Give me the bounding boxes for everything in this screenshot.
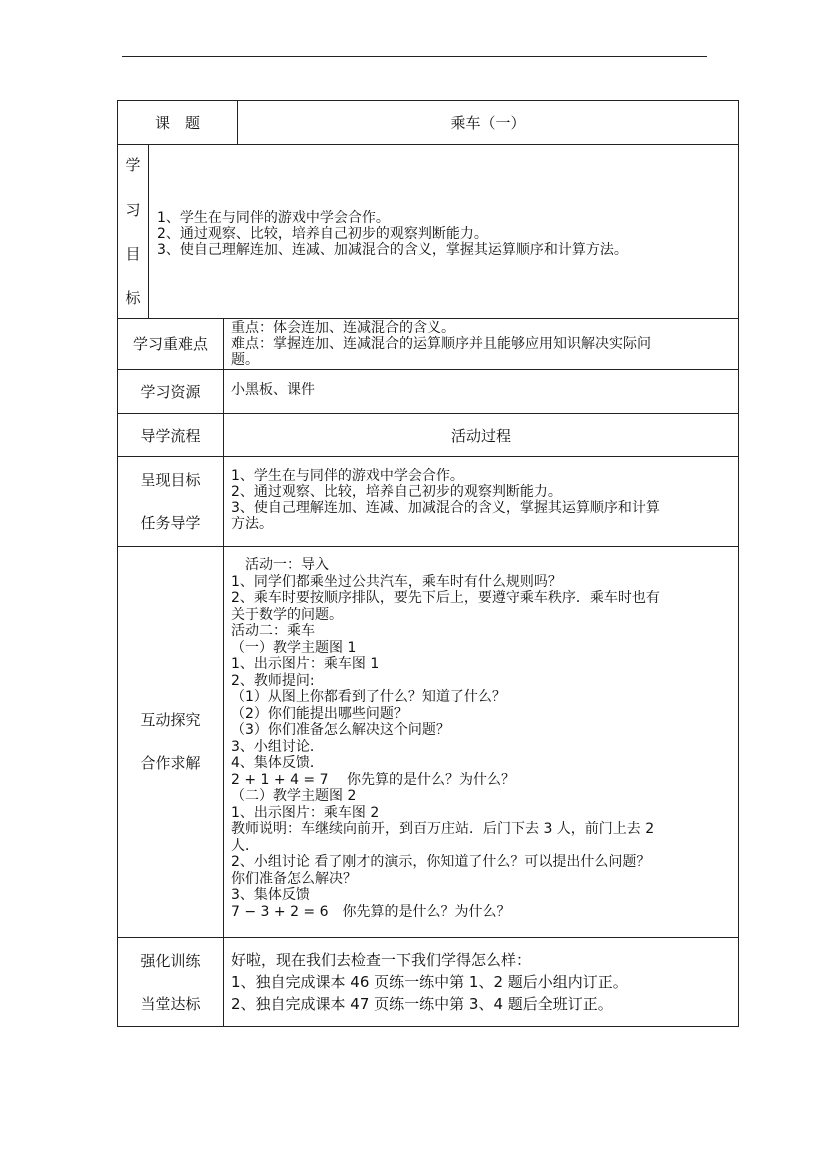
activity-line: 2、小组讨论 看了刚才的演示，你知道了什么？可以提出什么问题？ (231, 854, 651, 870)
objective-item: 1、学生在与同伴的游戏中学会合作。 (157, 210, 390, 226)
activity-line: 3、集体反馈 (231, 887, 310, 903)
key-point-line: 难点：掌握连加、连减混合的运算顺序并且能够应用知识解决实际问 (231, 336, 651, 352)
activity-line: 2、教师提问: (231, 672, 315, 689)
activity-line: （2）你们能提出哪些问题？ (231, 705, 408, 722)
practice-line: 1、独自完成课本 46 页练一练中第 1、2 题后小组内订正。 (231, 973, 628, 991)
activity-line: 2 + 1 + 4 = 7 你先算的是什么？为什么？ (231, 771, 515, 788)
key-points-label: 学习重难点 (132, 335, 208, 353)
row-divider (117, 546, 739, 547)
resources-value: 小黑板、课件 (231, 382, 315, 398)
activity-line: 1、同学们都乘坐过公共汽车，乘车时有什么规则吗？ (231, 573, 562, 590)
practice-label: 强化训练 (140, 952, 201, 970)
key-point-line: 题。 (231, 352, 259, 368)
process-label: 导学流程 (140, 427, 201, 445)
practice-line: 2、独自完成课本 47 页练一练中第 3、4 题后全班订正。 (231, 995, 613, 1013)
row-divider (117, 937, 739, 938)
present-goal-line: 3、使自己理解连加、连减、加减混合的含义，掌握其运算顺序和计算 (231, 500, 660, 516)
activity-line: （一）教学主题图 1 (231, 639, 357, 656)
activity-line: 关于数学的问题。 (231, 606, 343, 623)
activity-line: 活动一：导入 (231, 557, 329, 573)
cooperate-label: 合作求解 (140, 754, 201, 772)
activity-line: 你们准备怎么解决？ (231, 870, 357, 887)
row-divider (117, 318, 739, 319)
objectives-label-char: 习 (125, 201, 141, 219)
lesson-title: 乘车（一） (450, 114, 526, 132)
row-divider (117, 144, 739, 145)
activity-line: 活动二：乘车 (231, 623, 315, 639)
activity-line: 7 − 3 + 2 = 6 你先算的是什么？为什么？ (231, 903, 511, 920)
present-goal-line: 方法。 (231, 516, 273, 532)
interactive-label: 互动探究 (140, 711, 201, 729)
activity-line: 3、小组讨论． (231, 738, 324, 755)
row-divider (117, 456, 739, 457)
activity-line: 4、集体反馈． (231, 755, 324, 771)
objectives-label-char: 目 (125, 245, 141, 263)
present-goals-label: 呈现目标 (140, 471, 201, 489)
resources-label: 学习资源 (140, 383, 201, 401)
col-divider (148, 144, 149, 318)
activity-line: 教师说明：车继续向前开，到百万庄站．后门下去 3 人，前门上去 2 (231, 821, 655, 837)
mastery-label: 当堂达标 (140, 995, 201, 1013)
activity-line: （1）从图上你都看到了什么？知道了什么？ (231, 689, 506, 705)
activity-line: 1、出示图片：乘车图 2 (231, 804, 380, 821)
practice-line: 好啦，现在我们去检查一下我们学得怎么样： (231, 951, 532, 969)
key-point-line: 重点：体会连加、连减混合的含义。 (231, 320, 455, 336)
process-heading: 活动过程 (450, 427, 511, 445)
activity-line: 人． (231, 837, 259, 854)
activity-line: （二）教学主题图 2 (231, 788, 357, 804)
present-goal-line: 1、学生在与同伴的游戏中学会合作。 (231, 468, 464, 484)
row-divider (117, 369, 739, 370)
activity-line: 2、乘车时要按顺序排队，要先下后上，要遵守乘车秩序．乘车时也有 (231, 590, 660, 606)
present-goal-line: 2、通过观察、比较，培养自己初步的观察判断能力。 (231, 484, 562, 500)
objectives-label-char: 学 (125, 156, 141, 174)
subject-label: 课 题 (154, 114, 200, 132)
objective-item: 3、使自己理解连加、连减、加减混合的含义，掌握其运算顺序和计算方法。 (157, 242, 628, 258)
activity-line: 1、出示图片：乘车图 1 (231, 656, 380, 672)
header-rule (122, 56, 707, 57)
activity-line: （3）你们准备怎么解决这个问题？ (231, 722, 450, 738)
objectives-label-char: 标 (125, 289, 141, 307)
task-guide-label: 任务导学 (140, 514, 201, 532)
row-divider (117, 413, 739, 414)
objective-item: 2、通过观察、比较，培养自己初步的观察判断能力。 (157, 226, 488, 242)
